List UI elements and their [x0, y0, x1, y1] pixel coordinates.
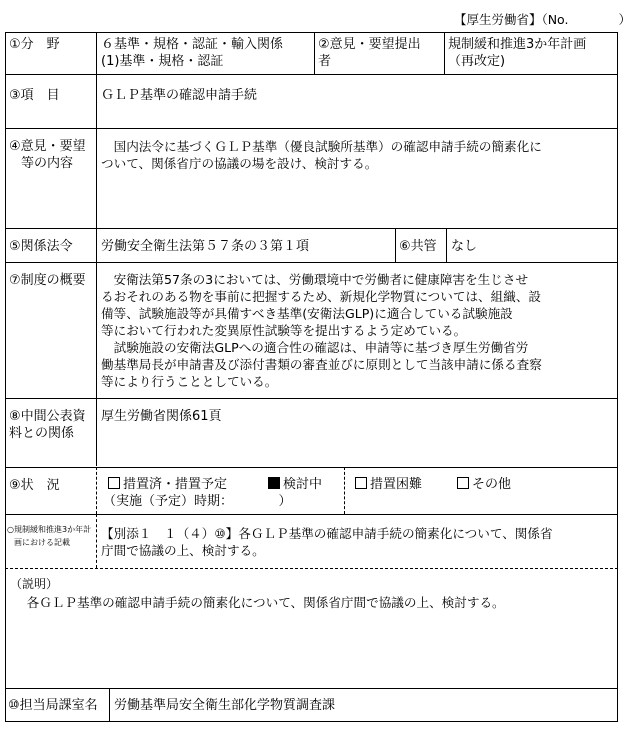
table-left-border [5, 32, 6, 722]
table-bottom-border [5, 721, 618, 722]
overview-label: ⑦制度の概要 [9, 273, 86, 288]
jurisdiction-label: ⑥共管 [399, 239, 437, 254]
status-option-difficult: 措置困難 [355, 476, 422, 493]
content-value-line2: ついて、関係省庁の協議の場を設け、検討する。 [101, 156, 378, 171]
checkbox-filled-icon [268, 477, 280, 489]
checkbox-empty-icon [108, 477, 120, 489]
status-option-implemented: 措置済・措置予定 [108, 476, 227, 493]
status-option-other: その他 [457, 476, 511, 493]
field-value-line2: (1)基準・規格・認証 [101, 54, 224, 69]
checkbox-empty-icon [457, 477, 469, 489]
document-header [454, 10, 631, 28]
overview-line: 等により行うこととしている。 [101, 374, 278, 389]
interim-label-line1: ⑧中間公表資 [9, 409, 86, 424]
office-label: ⑩担当局課室名 [8, 698, 98, 713]
interim-label-line2: 料との関係 [9, 426, 75, 441]
number-label: （No. [541, 12, 569, 27]
item-label: ③項 目 [9, 88, 60, 103]
opinion-source-label-line1: ②意見・要望提出 [318, 37, 421, 52]
opinion-source-value-line1: 規制緩和推進3か年計画 [448, 37, 587, 52]
status-option-date: （実施（予定）時期： ） [103, 494, 292, 509]
checkbox-empty-icon [355, 477, 367, 489]
item-value: ＧＬＰ基準の確認申請手続 [101, 88, 258, 103]
overview-line: 安衛法第57条の3においては、労働環境中で労働者に健康障害を生じさせ [101, 272, 529, 287]
ministry-label: 【厚生労働省】 [453, 12, 542, 27]
number-close: ） [618, 12, 631, 27]
law-value: 労働安全衛生法第５７条の３第１項 [101, 239, 310, 254]
table-right-border [617, 32, 618, 722]
plan-note-value-line2: 庁間で協議の上、検討する。 [101, 543, 265, 558]
opinion-source-value-line2: （再改定) [448, 54, 506, 69]
interim-value: 厚生労働省関係61頁 [101, 409, 222, 424]
overview-line: 備等、試験施設等が具備すべき基準(安衛法GLP)に適合している試験施設 [101, 306, 513, 321]
jurisdiction-value: なし [451, 239, 478, 254]
overview-line: 試験施設の安衛法GLPへの適合性の確認は、申請等に基づき厚生労働省労 [101, 340, 529, 355]
plan-note-label-line1: ○規制緩和推進3か年計 [7, 525, 92, 534]
status-option-under-review: 検討中 [268, 476, 322, 493]
content-value-line1: 国内法令に基づくＧＬＰ基準（優良試験所基準）の確認申請手続の簡素化に [101, 139, 542, 154]
law-label: ⑤関係法令 [9, 239, 73, 254]
plan-note-value-line1: 【別添１ １（４）⑩】各ＧＬＰ基準の確認申請手続の簡素化について、関係省 [101, 526, 553, 541]
field-value-line1: ６基準・規格・認証・輸入関係 [101, 37, 284, 52]
explanation-value: 各ＧＬＰ基準の確認申請手続の簡素化について、関係省庁間で協議の上、検討する。 [14, 595, 505, 610]
overview-line: 等において行われた変異原性試験等を提出するよう定めている。 [101, 323, 467, 338]
overview-line: るおそれのある物を事前に把握するため、新規化学物質については、組織、設 [101, 289, 542, 304]
overview-text [101, 271, 615, 390]
content-label-line1: ④意見・要望 [9, 139, 86, 154]
content-label-line2: 等の内容 [21, 156, 74, 171]
explanation-label: （説明） [10, 577, 59, 591]
field-label: ①分 野 [9, 37, 60, 52]
office-value: 労働基準局安全衛生部化学物質調査課 [114, 698, 336, 713]
status-label: ⑨状 況 [9, 478, 60, 493]
plan-note-label-line2: 画における記載 [14, 538, 70, 547]
opinion-source-label-line2: 者 [318, 54, 332, 69]
overview-line: 働基準局長が申請書及び添付書類の審査並びに原則として当該申請に係る査察 [101, 357, 542, 372]
